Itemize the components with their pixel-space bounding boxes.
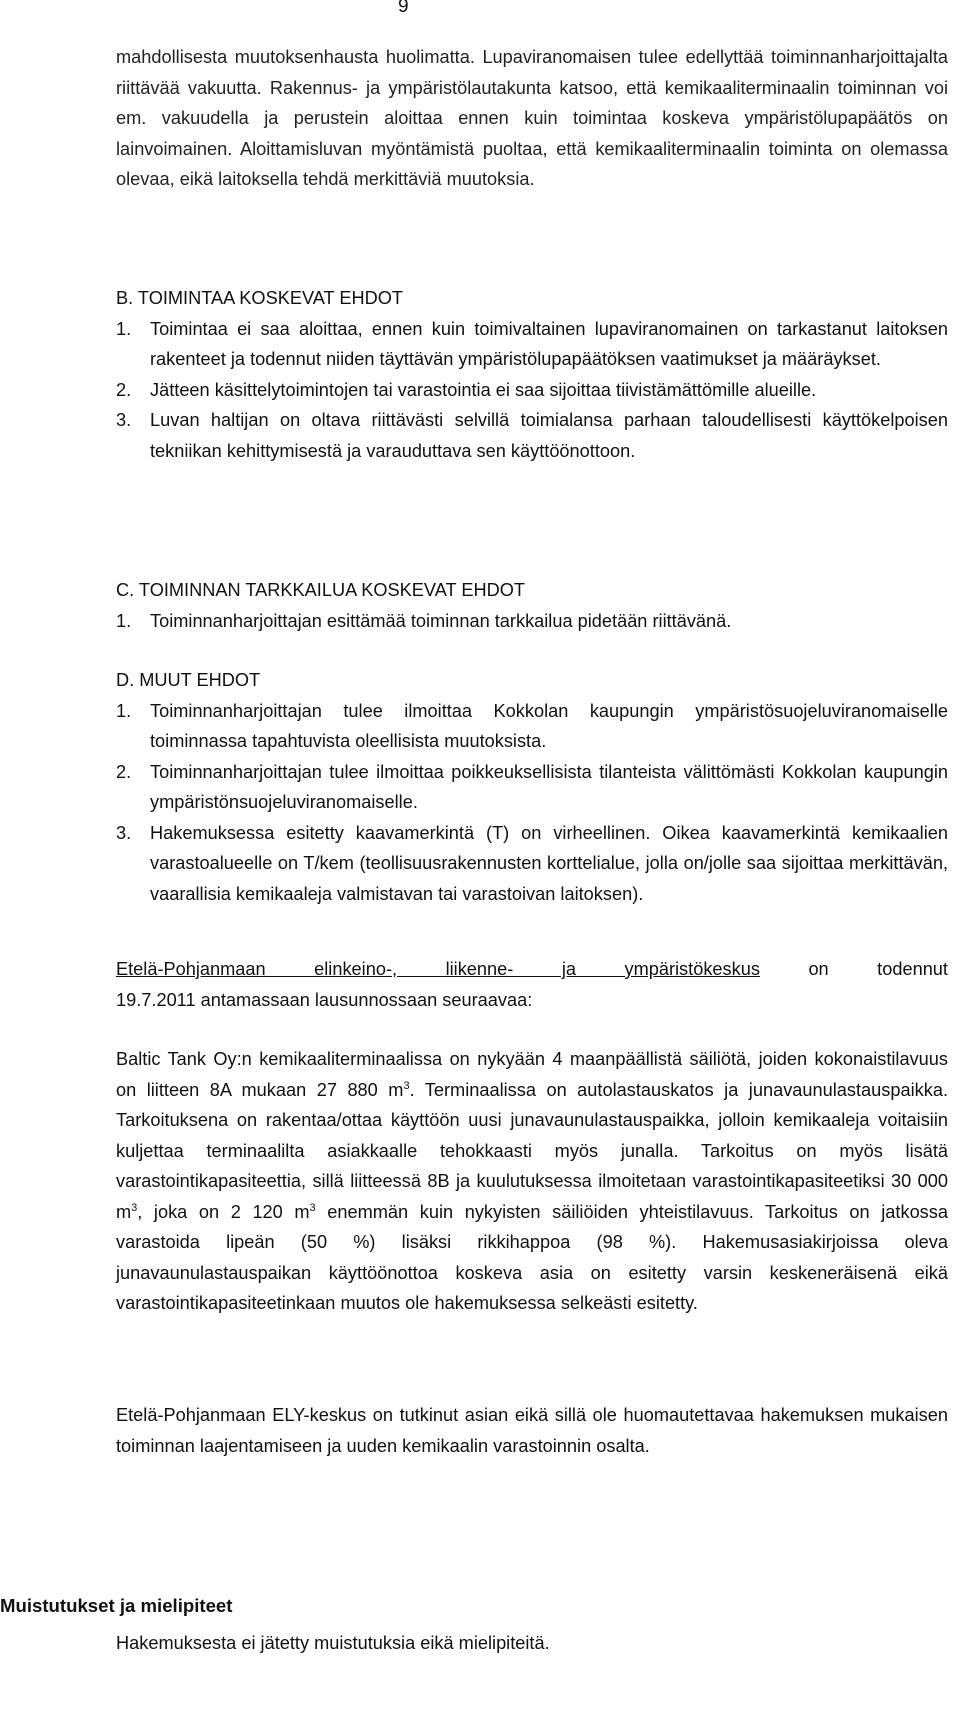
section-d-heading: D. MUUT EHDOT [116,670,261,690]
list-number: 1. [116,610,132,631]
page-number: 9 [398,0,409,17]
list-item [116,314,948,375]
section-d [116,665,948,909]
ely-organization: Etelä-Pohjanmaan elinkeino-, liikenne- ja ympäristökeskus [116,959,760,979]
list-item [116,606,948,637]
list-item [116,405,948,466]
list-number: 3. [116,410,132,430]
section-b [116,283,948,466]
list-item [116,375,948,406]
side-heading: Muistutukset ja mielipiteet [0,1595,233,1616]
superscript: 3 [131,1201,138,1214]
ely-conclusion-paragraph: Etelä-Pohjanmaan ELY-keskus on tutkinut asian eikä sillä ole huomautettavaa hakemuksen mukaisen toiminnan laajentamiseen ja uuden kemikaalin varastoinnin osalta. [116,1405,948,1456]
ely-intro-text: on todennut [808,959,948,979]
list-text: Toimintaa ei saa aloittaa, ennen kuin toimivaltainen lupaviranomainen on tarkastanut laitoksen rakenteet ja todennut niiden täyttävän ympäristölupapäätöksen vaatimukset ja määräykset. [150,318,948,369]
list-text: Toiminnanharjoittajan tulee ilmoittaa Kokkolan kaupungin ympäristösuojeluviranomaiselle toiminnassa tapahtuvista oleellisista muutoksista. [150,700,948,751]
list-item [116,757,948,818]
list-number: 1. [116,700,132,721]
list-text: Jätteen käsittelytoimintojen tai varastointia ei saa sijoittaa tiivistämättömille alueille. [150,379,817,400]
statement-text: Baltic Tank Oy:n kemikaaliterminaalissa on nykyään 4 maanpäällistä säiliötä, joiden kokonaistilavuus on liitteen 8A mukaan 27 880 m [116,1049,948,1100]
ely-statement-paragraph [116,1044,948,1319]
list-number: 3. [116,822,132,843]
section-c-heading: C. TOIMINNAN TARKKAILUA KOSKEVAT EHDOT [116,580,525,600]
intro-paragraph: mahdollisesta muutoksenhausta huolimatta. Lupaviranomaisen tulee edellyttää toiminnanharjoittajalta riittävää vakuutta. Rakennus- ja ympäristölautakunta katsoo, että kemikaaliterminaalin toiminnan voi em. vakuudella ja perustein aloittaa ennen kuin toimintaa koskeva ympäristölupapäätös on lainvoimainen. Aloittamisluvan myöntämistä puoltaa, että kemikaaliterminaalin toiminta on olemassa olevaa, eikä laitoksella tehdä merkittäviä muutoksia. [116,47,948,189]
list-text: Toiminnanharjoittajan esittämää toiminnan tarkkailua pidetään riittävänä. [150,610,732,631]
list-number: 2. [116,761,132,782]
section-c [116,575,948,636]
statement-text: . Terminaalissa on autolastauskatos ja junavaunulastauspaikka. Tarkoituksena on rakentaa/ottaa käyttöön uusi junavaunulastauspaikka, jolloin kemikaaleja voitaisiin kuljettaa terminaalilta asiakkaalle tehokkaasti myös junalla. Tarkoitus on myös lisätä varastointikapasiteettia, sillä liitteessä 8B ja kuulutuksessa ilmoitetaan varastointikapasiteetiksi 30 000 m [116,1079,949,1222]
list-item [116,696,948,757]
list-number: 1. [116,318,132,339]
section-b-heading: B. TOIMINTAA KOSKEVAT EHDOT [116,288,404,308]
superscript: 3 [309,1201,316,1214]
list-number: 2. [116,379,132,400]
ely-statement-intro [116,954,948,1015]
list-item [116,818,948,910]
ely-date-line: 19.7.2011 antamassaan lausunnossaan seuraavaa: [116,989,533,1010]
list-text: Hakemuksessa esitetty kaavamerkintä (T) on virheellinen. Oikea kaavamerkintä kemikaalien varastoalueelle on T/kem (teollisuusrakennusten korttelialue, jolla on/jolle saa sijoittaa merkittävän, vaarallisia kemikaaleja valmistavan tai varastoivan laitoksen). [150,822,948,904]
superscript: 3 [403,1079,410,1092]
statement-text: , joka on 2 120 m [137,1201,310,1222]
final-paragraph: Hakemuksesta ei jätetty muistutuksia eikä mielipiteitä. [116,1633,550,1653]
statement-text: enemmän kuin nykyisten säiliöiden yhteistilavuus. Tarkoitus on jatkossa varastoida lipeän (50 %) lisäksi rikkihappoa (98 %). Hakemusasiakirjoissa oleva junavaunulastauspaikan käyttöönottoa koskeva asia on esitetty varsin keskeneräisenä eikä varastointikapasiteetinkaan muutos ole hakemuksessa selkeästi esitetty. [116,1201,948,1313]
list-text: Luvan haltijan on oltava riittävästi selvillä toimialansa parhaan taloudellisesti käyttökelpoisen tekniikan kehittymisestä ja varauduttava sen käyttöönottoon. [150,410,948,461]
list-text: Toiminnanharjoittajan tulee ilmoittaa poikkeuksellisista tilanteista välittömästi Kokkolan kaupungin ympäristönsuojeluviranomaiselle. [150,761,948,812]
